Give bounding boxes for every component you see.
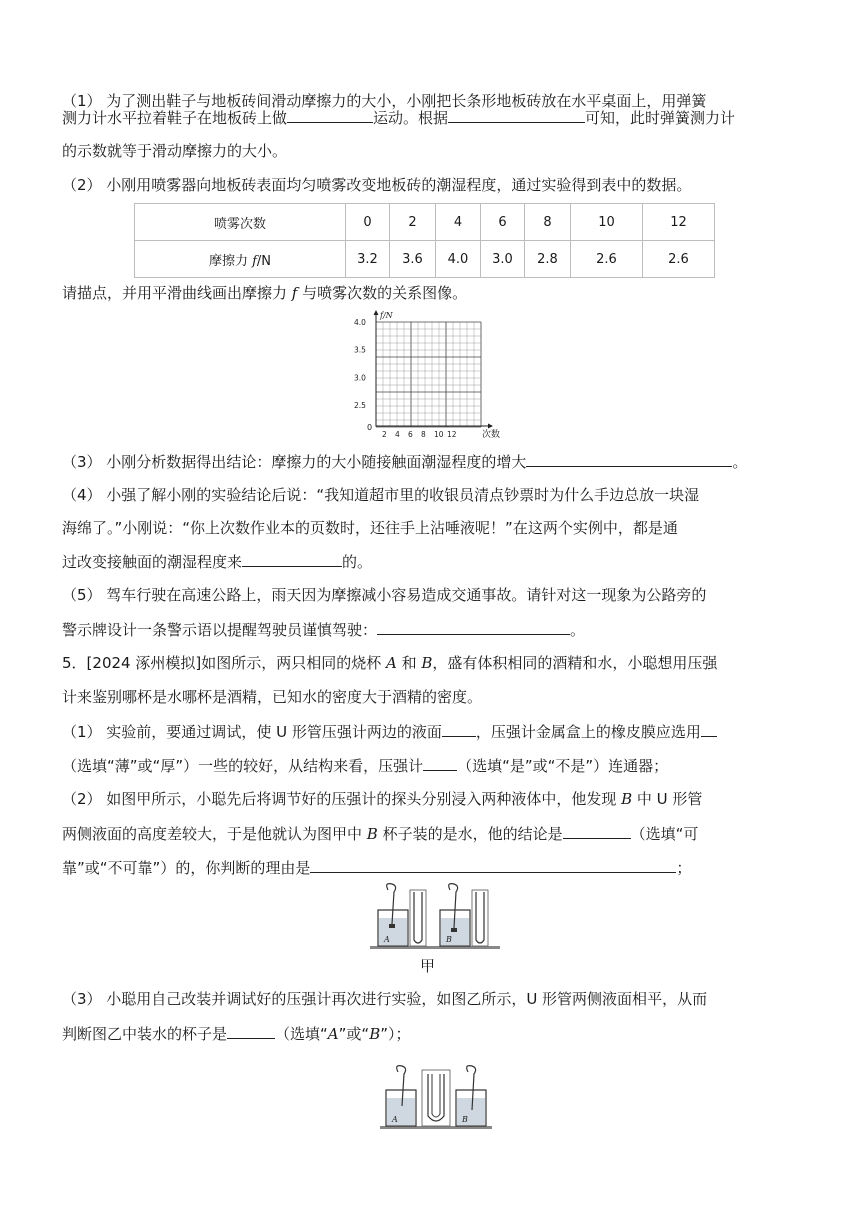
q4-p5-l2-b: 。	[570, 621, 586, 639]
beaker-b-label: B	[462, 1115, 468, 1124]
q5-s2-l1-b: 中 U 形管	[632, 790, 703, 808]
table-cell: 2	[390, 204, 436, 241]
origin-label: 0	[367, 423, 373, 432]
q5-s1-l1-a: （1） 实验前，要通过调试，使 U 形管压强计两边的液面	[62, 723, 442, 741]
q5-s3-l2-a: 判断图乙中装水的杯子是	[62, 1025, 228, 1043]
table-cell: 3.2	[346, 241, 390, 278]
x-tick-label: 2	[382, 430, 387, 439]
q4-part3-line	[62, 448, 747, 475]
q5-s2-l1-B: B	[621, 790, 633, 808]
friction-unit: /N	[256, 253, 272, 269]
answer-blank-connector[interactable]	[423, 752, 457, 771]
table-cell: 0	[346, 204, 390, 241]
q5-line1	[62, 650, 717, 676]
u-tube	[428, 1074, 444, 1121]
q4-p4-l2: 海绵了。”小刚说：“你上次数作业本的页数时，还往手上沾唾液呢！”在这两个实例中，都是通	[62, 519, 678, 537]
q4-p4-l3-a: 过改变接触面的潮湿程度来	[62, 553, 243, 571]
y-tick-label: 4.0	[354, 318, 366, 327]
q4-p2-f-symbol: f	[291, 284, 298, 302]
u-tube-b	[476, 892, 484, 943]
answer-blank-membrane[interactable]	[701, 718, 717, 737]
table-cell: 6	[481, 204, 525, 241]
q5-s3-l2-c: ”或“	[338, 1025, 370, 1043]
table-row-label: 喷雾次数	[135, 204, 346, 241]
x-tick-label: 4	[395, 430, 400, 439]
q5-s2-l3-a: 靠”或“不可靠”）的，你判断的理由是	[62, 859, 311, 877]
q5-l1-c: ，盛有体积相同的酒精和水，小聪想用压强	[432, 654, 718, 672]
q5-s2-l2-B: B	[366, 825, 378, 843]
q5-l1-a: 5．[2024 涿州模拟]如图所示，两只相同的烧杯	[62, 654, 386, 672]
answer-blank-level[interactable]	[442, 718, 476, 737]
q5-s3-l2-b: （选填“	[275, 1025, 328, 1043]
q4-part5-line1	[62, 582, 706, 608]
q4-p2-l2-a: 请描点，并用平滑曲线画出摩擦力	[62, 284, 292, 302]
friction-label-text: 摩擦力	[208, 253, 253, 269]
x-tick-label: 12	[447, 430, 457, 439]
y-tick-label: 2.5	[354, 401, 366, 410]
table-row-label	[135, 241, 346, 278]
q5-sub1-line1	[62, 718, 717, 745]
u-tube-b-board	[472, 890, 488, 946]
probe-hand-a-icon	[387, 884, 396, 924]
grid-lines	[376, 322, 481, 427]
x-tick-label: 8	[421, 430, 426, 439]
table-cell: 2.6	[571, 241, 643, 278]
x-axis-label: 次数	[482, 430, 501, 440]
table-row	[135, 204, 715, 241]
table-cell: 10	[571, 204, 643, 241]
q5-s2-l2-a: 两侧液面的高度差较大，于是他就认为图甲中	[62, 825, 367, 843]
q5-s2-l2-b: 杯子装的是水，他的结论是	[377, 825, 563, 843]
x-tick-labels	[382, 430, 457, 439]
q4-part4-line1	[62, 482, 699, 508]
beaker-a-label: A	[384, 935, 390, 944]
q4-part2-line2	[62, 280, 467, 306]
q4-p3-end: 。	[732, 453, 748, 471]
probe-a	[389, 924, 395, 928]
q5-sub2-line3	[62, 854, 691, 881]
figure-jia-caption: 甲	[420, 957, 436, 975]
q4-p1-l2-c: 可知，此时弹簧测力计	[585, 109, 736, 127]
q4-p3-text: （3） 小刚分析数据得出结论：摩擦力的大小随接触面潮湿程度的增大	[62, 453, 527, 471]
q5-l1-A: A	[385, 654, 397, 672]
q4-part5-line2	[62, 616, 585, 643]
q5-s1-l2-a: （选填“薄”或“厚”）一些的较好，从结构来看，压强计	[62, 757, 424, 775]
y-tick-label: 3.0	[354, 373, 366, 383]
u-tube-inner	[432, 1074, 440, 1117]
y-axis-label: f/N	[380, 311, 393, 320]
table-cell: 2.6	[643, 241, 715, 278]
q4-p5-l1: （5） 驾车行驶在高速公路上，雨天因为摩擦减小容易造成交通事故。请针对这一现象为公路旁的	[62, 586, 707, 604]
q5-s2-l3-b: ；	[676, 859, 692, 877]
q4-p2-l2-b: 与喷雾次数的关系图像。	[297, 284, 468, 302]
beaker-b-setup	[440, 884, 488, 946]
u-tube-a	[414, 892, 422, 943]
table-cell: 12	[643, 204, 715, 241]
y-tick-labels	[354, 318, 366, 410]
u-tube-board	[422, 1070, 450, 1126]
q5-l1-B: B	[421, 654, 433, 672]
beaker-a-setup	[378, 884, 426, 946]
q5-sub2-line1	[62, 786, 702, 812]
x-axis-arrow-icon	[488, 424, 493, 429]
table-cell: 2.8	[525, 241, 571, 278]
spray-friction-table	[134, 203, 715, 278]
answer-blank-warning-slogan[interactable]	[377, 616, 570, 635]
q4-p1-l3-text: 的示数就等于滑动摩擦力的大小。	[62, 142, 288, 160]
q4-p4-l3-b: 的。	[342, 553, 373, 571]
q5-sub1-line2	[62, 752, 668, 779]
q4-part1-line3	[62, 138, 287, 164]
x-tick-label: 6	[408, 430, 413, 439]
beaker-b-label: B	[446, 935, 452, 944]
q4-part2-line1	[62, 172, 691, 198]
q5-l2: 计来鉴别哪杯是水哪杯是酒精，已知水的密度大于酒精的密度。	[62, 688, 483, 706]
beaker-a-label: A	[392, 1115, 398, 1124]
table-cell: 4.0	[436, 241, 481, 278]
answer-blank-trend[interactable]	[526, 448, 732, 467]
q5-s3-l2-d: ”）；	[380, 1025, 411, 1043]
q4-part4-line2	[62, 515, 678, 541]
q5-l1-b: 和	[396, 654, 422, 672]
q5-sub3-line1	[62, 986, 707, 1012]
answer-blank-reliable[interactable]	[563, 820, 631, 839]
y-tick-label: 3.5	[354, 345, 366, 355]
q5-s2-l2-c: （选填“可	[630, 825, 699, 843]
q4-p1-l2-a: 测力计水平拉着鞋子在地板砖上做	[62, 109, 288, 127]
q4-p4-l1: （4） 小强了解小刚的实验结论后说：“我知道超市里的收银员清点钞票时为什么手边总放一块湿	[62, 486, 700, 504]
q4-part1-line2	[62, 104, 735, 131]
q4-p5-l2-a: 警示牌设计一条警示语以提醒驾驶员谨慎驾驶：	[62, 621, 378, 639]
q4-part4-line3	[62, 548, 372, 575]
q5-sub2-line2	[62, 820, 698, 847]
q5-s3-l2-A: A	[327, 1025, 339, 1043]
q5-s1-l2-b: （选填“是”或“不是”）连通器；	[457, 757, 669, 775]
friction-plot-grid[interactable]	[340, 308, 510, 442]
q5-s3-l2-B: B	[369, 1025, 381, 1043]
q4-p2-l1-text: （2） 小刚用喷雾器向地板砖表面均匀喷雾改变地板砖的潮湿程度，通过实验得到表中的数据。	[62, 176, 692, 194]
friction-symbol: f	[252, 253, 257, 269]
q5-s1-l1-b: ，压强计金属盒上的橡皮膜应选用	[475, 723, 701, 741]
answer-blank-motion[interactable]	[287, 104, 373, 123]
q5-s2-l1-a: （2） 如图甲所示，小聪先后将调节好的压强计的探头分别浸入两种液体中，他发现	[62, 790, 622, 808]
q5-sub3-line2	[62, 1020, 411, 1047]
table-row	[135, 241, 715, 278]
q4-p1-l1-text: （1） 为了测出鞋子与地板砖间滑动摩擦力的大小，小刚把长条形地板砖放在水平桌面上，用弹簧	[62, 92, 707, 110]
answer-blank-purpose[interactable]	[242, 548, 342, 567]
figure-yi-pressure-gauge-illustration	[380, 1060, 492, 1132]
q4-p1-l2-b: 运动。根据	[373, 109, 449, 127]
table-cell: 8	[525, 204, 571, 241]
table-cell: 4	[436, 204, 481, 241]
figure-jia-pressure-gauge-illustration	[370, 880, 500, 952]
probe-b	[451, 928, 457, 932]
answer-blank-reason[interactable]	[310, 854, 676, 873]
answer-blank-principle[interactable]	[448, 104, 585, 123]
answer-blank-water-cup[interactable]	[227, 1020, 275, 1039]
table-cell: 3.6	[390, 241, 436, 278]
q5-s3-l1: （3） 小聪用自己改装并调试好的压强计再次进行实验，如图乙所示，U 形管两侧液面相平，从而	[62, 990, 708, 1008]
q5-line2	[62, 684, 482, 710]
x-tick-label: 10	[434, 430, 444, 439]
u-tube-a-board	[410, 890, 426, 946]
y-axis-arrow-icon	[374, 310, 379, 315]
table-cell: 3.0	[481, 241, 525, 278]
